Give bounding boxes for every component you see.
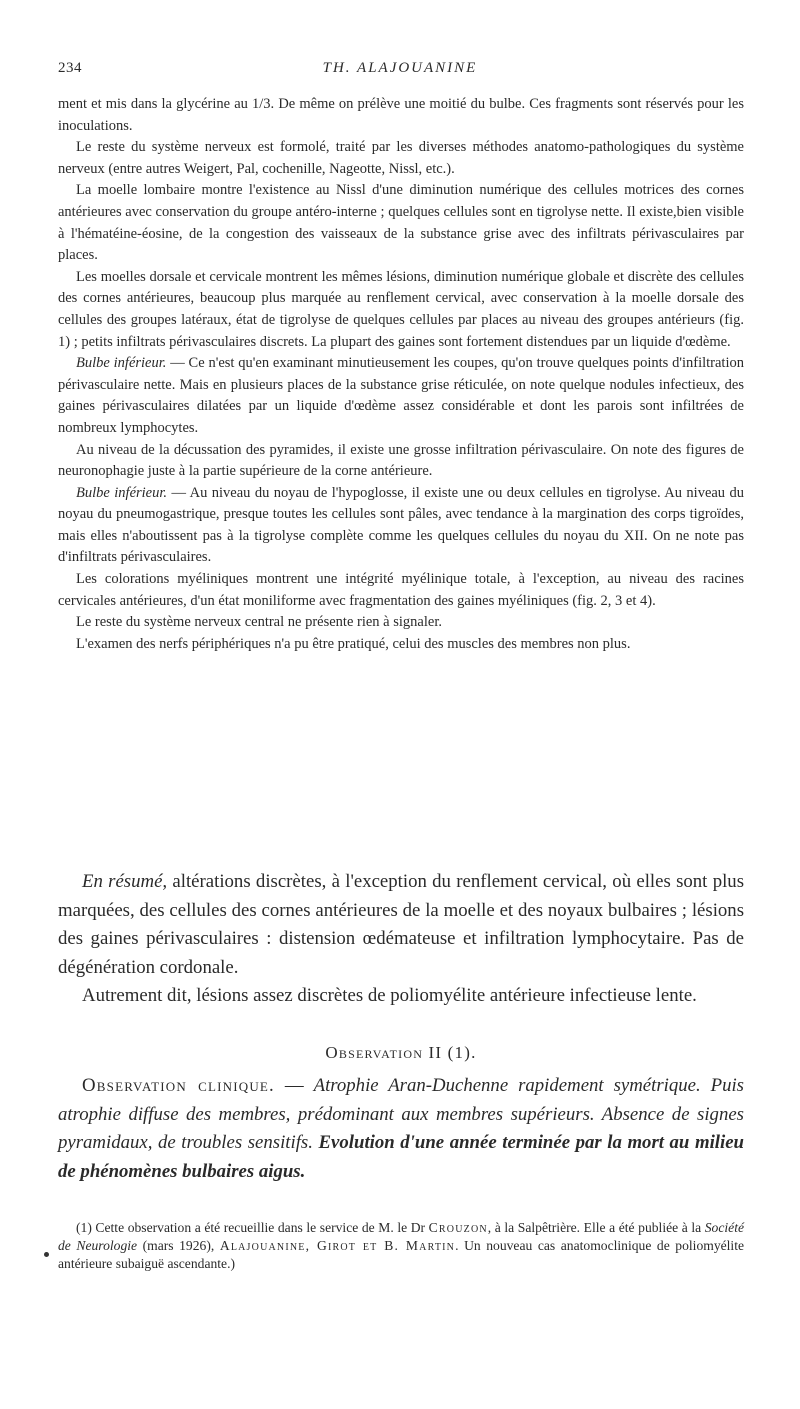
clinical-observation bbox=[58, 1072, 744, 1186]
section-label: Bulbe inférieur. bbox=[76, 355, 167, 372]
dash: — bbox=[274, 1075, 314, 1096]
paragraph: Au niveau de la décussation des pyramides, il existe une grosse infiltration périvasculaire. On note des figures de neuronophagie juste à la partie supérieure de la corne antérieure. bbox=[58, 441, 744, 480]
running-head: TH. ALAJOUANINE bbox=[322, 60, 478, 76]
footnote-text: (mars 1926), bbox=[137, 1238, 220, 1254]
footnote-paragraph bbox=[58, 1219, 744, 1274]
summary-paragraph-2: Autrement dit, lésions assez discrètes de poliomyélite antérieure infectieuse lente. bbox=[82, 985, 697, 1006]
paragraph bbox=[58, 353, 744, 439]
footnote-name: Crouzon bbox=[428, 1220, 488, 1235]
paragraph-text: — Ce n'est qu'en examinant minutieusement les coupes, qu'on trouve quelques points d'infiltration périvasculaire nette. Mais en plusieurs places de la substance grise réticulée, on note quelque nodules infectieux, des gaines périvasculaires dilatées par un liquide d'œdème assez considérable et dont les parois sont infiltrées de nombreux lymphocytes. bbox=[58, 355, 744, 436]
footnote bbox=[58, 1219, 744, 1274]
summary-label: En résumé, bbox=[82, 871, 168, 892]
paragraph: Les colorations myéliniques montrent une intégrité myélinique totale, à l'exception, au niveau des racines cervicales antérieures, d'un état moniliforme avec fragmentation des gaines myéliniques (fig. 2, 3 et 4). bbox=[58, 571, 744, 609]
footnote-authors: Alajouanine, Girot et B. Martin bbox=[219, 1238, 456, 1254]
page-header bbox=[58, 60, 742, 84]
autopsy-findings bbox=[58, 94, 744, 655]
paragraph: La moelle lombaire montre l'existence au Nissl d'une diminution numérique des cellules motrices des cornes antérieures avec conservation du groupe antéro-interne ; quelques cellules sont en tigrolyse nette. Il existe,bien visible à l'hématéine-éosine, de la congestion des vaisseaux de la substance grise avec des infiltrats périvasculaires par places. bbox=[58, 182, 744, 264]
paragraph: Le reste du système nerveux est formolé, traité par les diverses méthodes anatomo-pathologiques du système nerveux (entre autres Weigert, Pal, cochenille, Nageotte, Nissl, etc.). bbox=[58, 139, 744, 177]
paragraph: Le reste du système nerveux central ne présente rien à signaler. bbox=[76, 614, 442, 631]
clinical-text-bold: Evolution d'une année terminée par la mort au milieu de phénomènes bulbaires aigus. bbox=[58, 1132, 744, 1182]
summary-section bbox=[58, 868, 744, 1011]
section-label: Bulbe inférieur. bbox=[76, 484, 168, 501]
footnote-text: , à la Salpêtrière. Elle a été publiée à la bbox=[487, 1220, 705, 1235]
paragraph-text: — Au niveau du noyau de l'hypoglosse, il existe une ou deux cellules en tigrolyse. Au niveau du noyau du pneumogastrique, presque toutes les cellules sont pâles, avec tendance à la margination des corps tigroïdes, mais elles n'aboutissent pas à la tigrolyse complète comme les quelques cellules du noyau du XII. On ne note pas d'infiltrats périvasculaires. bbox=[58, 484, 744, 566]
clinical-paragraph bbox=[58, 1072, 744, 1186]
footnote-text: (1) Cette observation a été recueillie dans le service de M. le Dr bbox=[76, 1220, 429, 1235]
observation-title: Observation II (1). bbox=[325, 1043, 477, 1062]
footnote-journal: Société de Neurologie bbox=[58, 1220, 744, 1254]
summary-text: altérations discrètes, à l'exception du renflement cervical, où elles sont plus marquées, des cellules des cornes antérieures de la moelle et des noyaux bulbaires ; lésions des gaines périvasculaires : distension œdémateuse et infiltration lymphocytaire. Pas de dégénération cordonale. bbox=[58, 871, 745, 978]
paragraph bbox=[58, 483, 744, 569]
margin-dot bbox=[44, 1252, 49, 1257]
paragraph: L'examen des nerfs périphériques n'a pu être pratiqué, celui des muscles des membres non plus. bbox=[76, 635, 631, 652]
paragraph: ment et mis dans la glycérine au 1/3. De même on prélève une moitié du bulbe. Ces fragments sont réservés pour les inoculations. bbox=[58, 96, 744, 134]
summary-paragraph bbox=[58, 868, 744, 982]
clinical-label: Observation clinique. bbox=[82, 1075, 275, 1096]
footnote-text: . Un nouveau cas anatomoclinique de poliomyélite antérieure subaiguë ascendante.) bbox=[58, 1238, 745, 1272]
clinical-text: Atrophie Aran-Duchenne rapidement symétrique. Puis atrophie diffuse des membres, prédominant aux membres supérieurs. Absence de signes pyramidaux, de troubles sensitifs. bbox=[58, 1075, 744, 1153]
page-number: 234 bbox=[58, 60, 82, 76]
paragraph: Les moelles dorsale et cervicale montrent les mêmes lésions, diminution numérique globale et discrète des cellules des cornes antérieures, beaucoup plus marquée au renflement cervical, avec conservation à la moelle dorsale des cellules des groupes latéraux, état de tigrolyse de quelques cellules par places au niveau des groupes antérieurs (fig. 1) ; petits infiltrats périvasculaires discrets. La plupart des gaines sont fortement distendues par un liquide d'œdème. bbox=[58, 268, 744, 350]
